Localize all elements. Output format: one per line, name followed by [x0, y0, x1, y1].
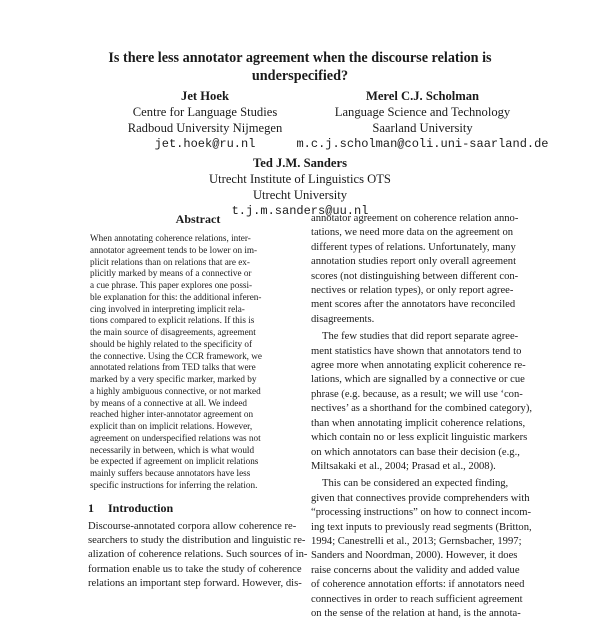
abstract-line: specific instructions for inferring the relation.	[90, 479, 258, 490]
body-line: ing text inputs to previously read segments (Britton,	[311, 521, 532, 533]
section-title: Introduction	[108, 500, 174, 515]
author-email[interactable]: jet.hoek@ru.nl	[154, 137, 256, 151]
body-line: alization of coherence relations. Such sources of in-	[88, 549, 308, 561]
abstract-line: a highly ambiguous connective, or not marked	[90, 385, 261, 396]
abstract-line: When annotating coherence relations, inter-	[90, 233, 251, 243]
paragraph	[311, 212, 531, 327]
body-line: agree more when annotating explicit coherence re-	[311, 360, 526, 372]
body-line: 1994; Canestrelli et al., 2013; Gernsbacher, 1997;	[311, 535, 522, 547]
abstract-heading: Abstract	[175, 212, 221, 226]
abstract-line: necessarily in between, which is what would	[90, 444, 255, 455]
title-line: underspecified?	[251, 68, 349, 84]
abstract-line: plicit relations than on relations that are ex-	[90, 256, 250, 267]
body-line: searchers to study the distribution and linguistic re-	[88, 534, 306, 546]
body-line: ment scores after the annotators have reconciled	[311, 299, 516, 311]
title-line: Is there less annotator agreement when the discourse relation is	[108, 50, 492, 66]
section-heading-introduction	[88, 500, 308, 516]
abstract-line: should be highly related to the specificity of	[90, 338, 253, 349]
abstract-line: tions compared to explicit relations. If this is	[90, 315, 255, 326]
abstract-line: annotated relations from TED talks that were	[90, 362, 256, 373]
body-line: lations, which are signalled by a connective or cue	[311, 374, 525, 386]
abstract-line: be expected if agreement on implicit relations	[90, 456, 259, 467]
paragraph	[311, 330, 531, 474]
body-line: given that connectives provide comprehenders with	[311, 492, 530, 504]
paragraph	[311, 477, 531, 621]
body-line: Discourse-annotated corpora allow coherence re-	[88, 520, 297, 532]
abstract-line: marked by a very specific marker, marked by	[90, 374, 257, 384]
abstract-line: plicitly marked by means of a connective or	[90, 268, 252, 279]
abstract-line: explicit than on implicit relations. However,	[90, 421, 253, 431]
body-line: disagreements.	[311, 313, 375, 325]
author-affiliation: Utrecht Institute of Linguistics OTS	[209, 172, 391, 186]
author-affiliation: Centre for Language Studies	[132, 105, 278, 119]
body-line: Sanders and Noordman, 2000). However, it does	[311, 550, 518, 562]
body-line: relations an important step forward. However, dis-	[88, 578, 302, 590]
author-email[interactable]: t.j.m.sanders@uu.nl	[231, 204, 369, 218]
author-affiliation: Radboud University Nijmegen	[127, 121, 283, 135]
body-line: ment statistics have shown that annotators tend to	[311, 345, 522, 357]
body-line: than when annotating implicit coherence relations,	[311, 417, 526, 429]
author-affiliation: Language Science and Technology	[334, 105, 511, 119]
body-line: scores (not distinguishing between different con-	[311, 270, 519, 282]
section-number: 1	[88, 500, 94, 515]
author-name: Merel C.J. Scholman	[365, 89, 480, 103]
author-name: Ted J.M. Sanders	[252, 156, 347, 170]
abstract-line: agreement on underspecified relations was not	[90, 432, 261, 443]
author-block-sanders	[180, 155, 420, 219]
body-line: This can be considered an expected finding,	[322, 478, 509, 490]
body-line: Miltsakaki et al., 2004; Prasad et al., 2008).	[311, 460, 496, 472]
body-line: phrase (e.g. because, as a result; we will use ‘con-	[311, 388, 523, 400]
body-line: annotation studies report only overall agreement	[311, 256, 517, 268]
body-line: nectives’ as a shorthand for the combined category),	[311, 403, 533, 415]
right-column	[311, 212, 531, 621]
abstract-line: mainly suffers because annotators have less	[90, 468, 251, 478]
abstract-line: a cue phrase. This paper explores one possi-	[90, 280, 253, 290]
body-line: raise concerns about the validity and added value	[311, 564, 520, 576]
body-line: nectives or relation types), or only report agree-	[311, 285, 514, 297]
body-line: on the sense of the relation at hand, is the annota-	[311, 607, 521, 619]
introduction-body	[88, 520, 308, 592]
author-block-scholman	[265, 88, 580, 152]
abstract-line: ble explanation for this: the additional inferen-	[90, 291, 262, 302]
abstract-line: the main source of disagreements, agreement	[90, 327, 256, 337]
abstract-body	[88, 233, 308, 492]
abstract-line: by means of a connective at all. We indeed	[90, 397, 248, 408]
body-line: on which annotators can base their decision (e.g.,	[311, 446, 520, 458]
body-line: connectives in order to reach sufficient agreement	[311, 593, 523, 605]
paper-title	[60, 49, 540, 85]
body-line: annotator agreement on coherence relation anno-	[311, 213, 519, 224]
abstract-line: cing involved in interpreting implicit rela-	[90, 303, 245, 314]
author-name: Jet Hoek	[181, 89, 229, 103]
body-line: “processing instructions” on how to connect incom-	[311, 507, 532, 519]
body-line: tations, we need more data on the agreement on	[311, 227, 514, 239]
author-affiliation: Saarland University	[372, 121, 473, 135]
author-affiliation: Utrecht University	[252, 188, 348, 202]
abstract-line: the connective. Using the CCR framework, we	[90, 350, 262, 361]
author-email[interactable]: m.c.j.scholman@coli.uni-saarland.de	[296, 137, 549, 151]
body-line: different types of relations. Unfortunately, many	[311, 241, 516, 253]
body-line: The few studies that did report separate agree-	[322, 331, 519, 343]
body-line: of coherence annotation efforts: if annotators need	[311, 579, 525, 591]
body-line: formation enable us to take the study of coherence	[88, 563, 302, 575]
left-column	[88, 212, 308, 592]
abstract-line: annotator agreement tends to be lower on im-	[90, 244, 258, 255]
body-line: which contain no or less explicit linguistic markers	[311, 432, 528, 444]
abstract-line: reached higher inter-annotator agreement on	[90, 409, 254, 420]
